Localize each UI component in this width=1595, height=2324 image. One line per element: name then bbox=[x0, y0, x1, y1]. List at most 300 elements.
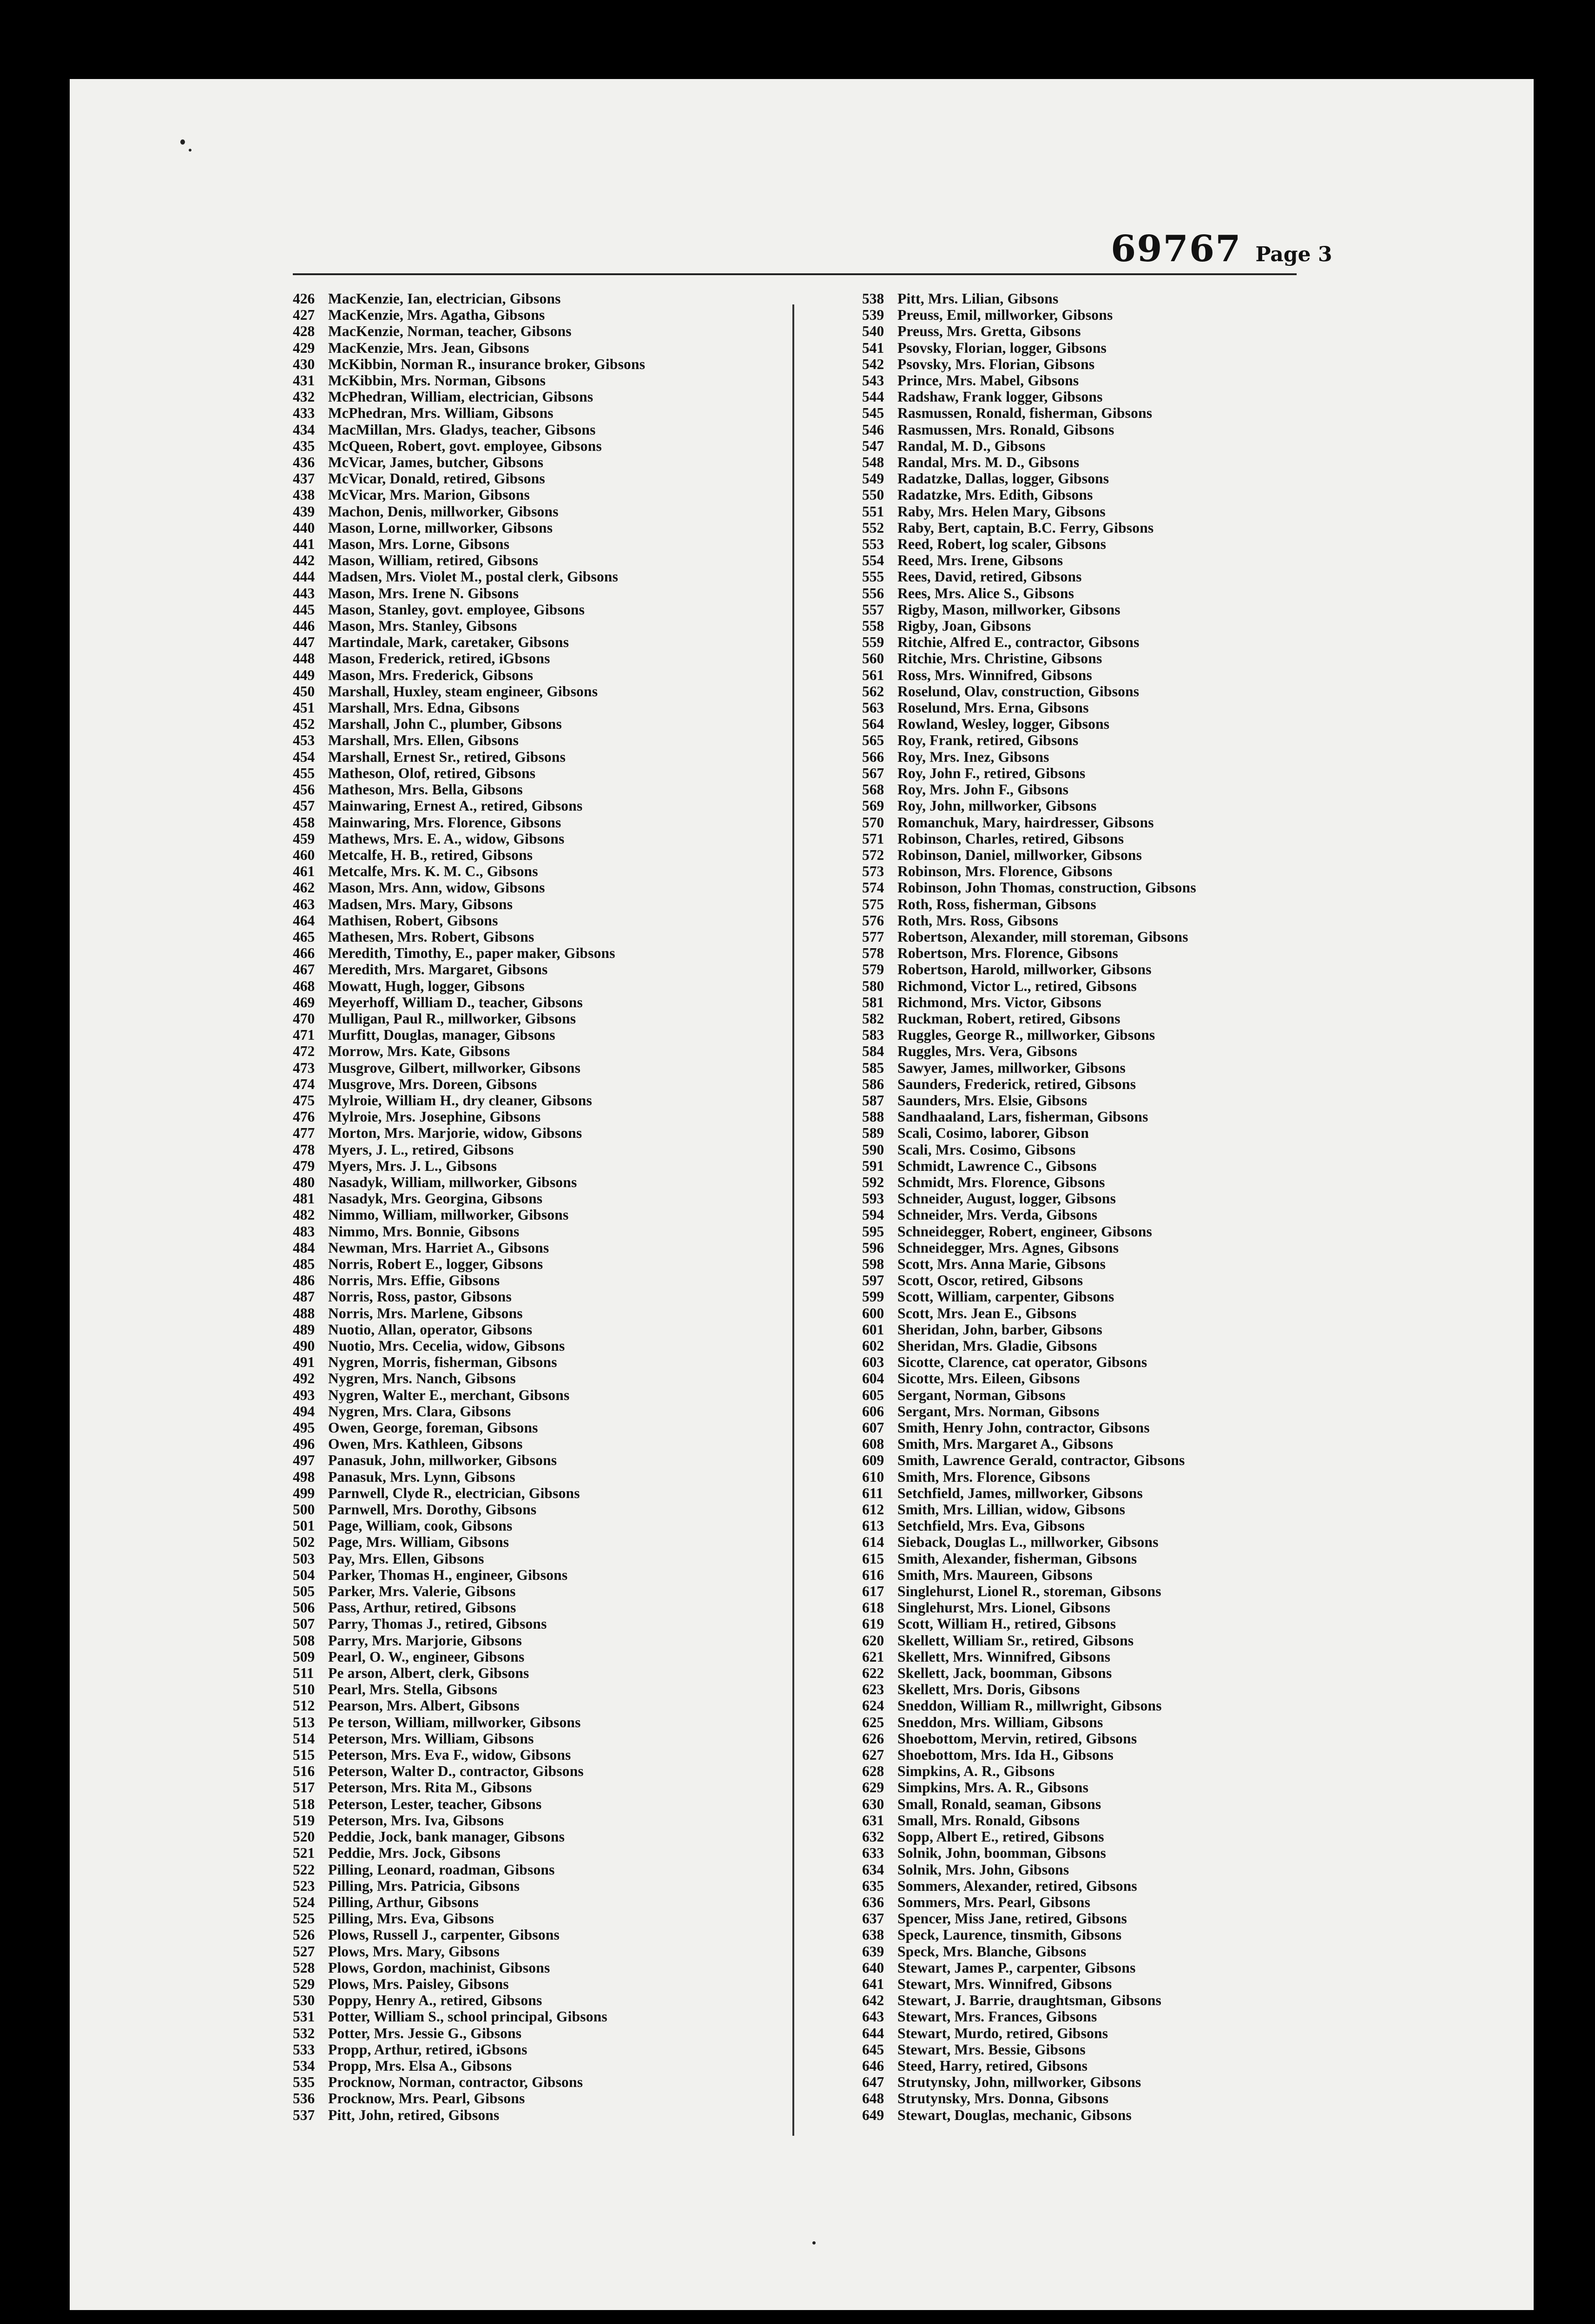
directory-entry bbox=[293, 1043, 645, 1059]
directory-entry bbox=[293, 1599, 645, 1616]
entry-text: Smith, Mrs. Margaret A., Gibsons bbox=[897, 1436, 1114, 1452]
directory-entry bbox=[862, 1551, 1196, 1567]
entry-number: 505 bbox=[293, 1583, 315, 1600]
entry-number: 592 bbox=[862, 1174, 884, 1190]
entry-number: 453 bbox=[293, 732, 315, 749]
directory-entry bbox=[293, 1321, 645, 1338]
entry-text: Scott, Oscor, retired, Gibsons bbox=[897, 1272, 1083, 1289]
directory-entry bbox=[293, 618, 645, 634]
directory-entry bbox=[862, 585, 1196, 601]
directory-entry bbox=[293, 1436, 645, 1452]
entry-number: 576 bbox=[862, 912, 884, 929]
entry-number: 572 bbox=[862, 846, 884, 863]
directory-entry bbox=[862, 1419, 1196, 1436]
directory-entry bbox=[293, 1681, 645, 1697]
directory-entry bbox=[293, 781, 645, 798]
entry-number: 607 bbox=[862, 1419, 884, 1436]
entry-number: 545 bbox=[862, 405, 884, 422]
directory-entry bbox=[862, 1272, 1196, 1288]
entry-text: Norris, Mrs. Marlene, Gibsons bbox=[328, 1305, 523, 1321]
entry-text: Mylroie, Mrs. Josephine, Gibsons bbox=[328, 1109, 541, 1125]
entry-number: 538 bbox=[862, 290, 884, 307]
directory-entry bbox=[293, 1862, 645, 1878]
entry-text: Singlehurst, Mrs. Lionel, Gibsons bbox=[897, 1599, 1111, 1616]
directory-entry bbox=[293, 863, 645, 879]
entry-number: 432 bbox=[293, 389, 315, 405]
entry-text: Psovsky, Florian, logger, Gibsons bbox=[897, 339, 1107, 356]
entry-text: Pitt, John, retired, Gibsons bbox=[328, 2106, 500, 2123]
directory-entry bbox=[293, 503, 645, 520]
entry-text: Newman, Mrs. Harriet A., Gibsons bbox=[328, 1239, 549, 1256]
entry-number: 513 bbox=[293, 1714, 315, 1730]
entry-text: Mathesen, Mrs. Robert, Gibsons bbox=[328, 928, 534, 945]
entry-text: Strutynsky, Mrs. Donna, Gibsons bbox=[897, 2090, 1109, 2107]
directory-entry bbox=[293, 1714, 645, 1730]
entry-number: 483 bbox=[293, 1223, 315, 1240]
directory-entry bbox=[862, 454, 1196, 470]
entry-text: MacKenzie, Norman, teacher, Gibsons bbox=[328, 323, 572, 340]
entry-text: Rigby, Mason, millworker, Gibsons bbox=[897, 601, 1120, 618]
directory-entry bbox=[862, 1599, 1196, 1616]
entry-text: Pilling, Leonard, roadman, Gibsons bbox=[328, 1861, 555, 1878]
directory-entry bbox=[293, 929, 645, 945]
entry-number: 562 bbox=[862, 683, 884, 700]
directory-entry bbox=[293, 438, 645, 454]
entry-text: Stewart, Mrs. Winnifred, Gibsons bbox=[897, 1975, 1112, 1992]
entry-text: Pass, Arthur, retired, Gibsons bbox=[328, 1599, 516, 1616]
directory-entry bbox=[293, 340, 645, 356]
directory-entry bbox=[862, 405, 1196, 421]
entry-text: Mylroie, William H., dry cleaner, Gibsons bbox=[328, 1092, 592, 1109]
entry-text: Mowatt, Hugh, logger, Gibsons bbox=[328, 977, 525, 994]
directory-entry bbox=[293, 1354, 645, 1370]
directory-entry bbox=[862, 1092, 1196, 1109]
entry-number: 501 bbox=[293, 1518, 315, 1534]
entry-number: 448 bbox=[293, 650, 315, 667]
entry-text: Ruggles, Mrs. Vera, Gibsons bbox=[897, 1043, 1077, 1060]
entry-number: 602 bbox=[862, 1338, 884, 1354]
entry-text: Machon, Denis, millworker, Gibsons bbox=[328, 503, 559, 520]
entry-text: Shoebottom, Mrs. Ida H., Gibsons bbox=[897, 1747, 1114, 1763]
entry-number: 495 bbox=[293, 1419, 315, 1436]
directory-entry bbox=[293, 847, 645, 863]
directory-entry bbox=[293, 2041, 645, 2058]
entry-text: Reed, Mrs. Irene, Gibsons bbox=[897, 552, 1063, 569]
directory-entry bbox=[293, 601, 645, 618]
directory-entry bbox=[862, 1910, 1196, 1927]
entry-number: 582 bbox=[862, 1010, 884, 1027]
entry-text: Plows, Gordon, machinist, Gibsons bbox=[328, 1959, 550, 1976]
entry-number: 600 bbox=[862, 1305, 884, 1321]
entry-number: 634 bbox=[862, 1861, 884, 1878]
entry-number: 632 bbox=[862, 1829, 884, 1845]
entry-number: 573 bbox=[862, 863, 884, 880]
entry-text: Richmond, Mrs. Victor, Gibsons bbox=[897, 994, 1101, 1010]
entry-text: Meyerhoff, William D., teacher, Gibsons bbox=[328, 994, 583, 1010]
entry-text: Peterson, Mrs. Eva F., widow, Gibsons bbox=[328, 1747, 571, 1763]
entry-number: 637 bbox=[862, 1910, 884, 1927]
entry-text: Matheson, Olof, retired, Gibsons bbox=[328, 765, 536, 781]
entry-text: Scali, Mrs. Cosimo, Gibsons bbox=[897, 1141, 1076, 1158]
entry-text: Parker, Mrs. Valerie, Gibsons bbox=[328, 1583, 516, 1600]
directory-entry bbox=[862, 1862, 1196, 1878]
entry-number: 481 bbox=[293, 1190, 315, 1207]
entry-text: Randal, M. D., Gibsons bbox=[897, 437, 1046, 454]
directory-entry bbox=[862, 1370, 1196, 1386]
entry-text: Norris, Ross, pastor, Gibsons bbox=[328, 1288, 512, 1305]
entry-text: Roth, Mrs. Ross, Gibsons bbox=[897, 912, 1059, 929]
entry-number: 502 bbox=[293, 1534, 315, 1551]
directory-entry bbox=[293, 1616, 645, 1632]
directory-entry bbox=[293, 650, 645, 667]
entry-text: Roy, John, millworker, Gibsons bbox=[897, 798, 1097, 814]
directory-entry bbox=[293, 1109, 645, 1125]
directory-entry bbox=[293, 1174, 645, 1190]
directory-entry bbox=[862, 1960, 1196, 1976]
entry-number: 467 bbox=[293, 961, 315, 978]
entry-text: MacKenzie, Ian, electrician, Gibsons bbox=[328, 290, 561, 307]
entry-text: Parry, Thomas J., retired, Gibsons bbox=[328, 1616, 547, 1632]
entry-number: 433 bbox=[293, 405, 315, 422]
entry-number: 459 bbox=[293, 830, 315, 847]
left-column bbox=[293, 290, 645, 2123]
entry-text: Mason, Frederick, retired, iGbsons bbox=[328, 650, 550, 667]
directory-entry bbox=[293, 1551, 645, 1567]
entry-number: 442 bbox=[293, 552, 315, 569]
directory-entry bbox=[862, 1649, 1196, 1665]
entry-number: 550 bbox=[862, 487, 884, 503]
directory-entry bbox=[862, 1878, 1196, 1894]
entry-text: Owen, George, foreman, Gibsons bbox=[328, 1419, 538, 1436]
scan-speck bbox=[812, 2241, 816, 2245]
directory-entry bbox=[293, 912, 645, 929]
entry-number: 633 bbox=[862, 1845, 884, 1862]
entry-number: 644 bbox=[862, 2025, 884, 2041]
entry-text: Rigby, Joan, Gibsons bbox=[897, 618, 1031, 634]
entry-number: 460 bbox=[293, 846, 315, 863]
directory-entry bbox=[862, 1616, 1196, 1632]
entry-number: 629 bbox=[862, 1779, 884, 1796]
directory-entry bbox=[862, 601, 1196, 618]
entry-text: Radshaw, Frank logger, Gibsons bbox=[897, 389, 1103, 405]
directory-entry bbox=[862, 568, 1196, 585]
entry-number: 539 bbox=[862, 307, 884, 324]
directory-entry bbox=[293, 2025, 645, 2041]
directory-entry bbox=[862, 700, 1196, 716]
entry-number: 551 bbox=[862, 503, 884, 520]
directory-entry bbox=[293, 814, 645, 831]
directory-entry bbox=[293, 389, 645, 405]
entry-text: Plows, Mrs. Mary, Gibsons bbox=[328, 1943, 500, 1960]
directory-entry bbox=[862, 1894, 1196, 1910]
entry-number: 535 bbox=[293, 2074, 315, 2091]
entry-text: Pearl, Mrs. Stella, Gibsons bbox=[328, 1681, 498, 1698]
entry-number: 585 bbox=[862, 1059, 884, 1076]
entry-text: Mason, Stanley, govt. employee, Gibsons bbox=[328, 601, 585, 618]
directory-entry bbox=[293, 1665, 645, 1681]
entry-number: 546 bbox=[862, 421, 884, 438]
entry-number: 449 bbox=[293, 667, 315, 683]
directory-entry bbox=[862, 1779, 1196, 1796]
entry-number: 611 bbox=[862, 1485, 883, 1501]
directory-entry bbox=[293, 568, 645, 585]
entry-text: Panasuk, John, millworker, Gibsons bbox=[328, 1452, 557, 1469]
entry-number: 647 bbox=[862, 2074, 884, 2091]
directory-entry bbox=[862, 1763, 1196, 1779]
entry-number: 556 bbox=[862, 585, 884, 601]
entry-number: 635 bbox=[862, 1877, 884, 1894]
entry-text: Sheridan, John, barber, Gibsons bbox=[897, 1321, 1102, 1338]
directory-entry bbox=[293, 487, 645, 503]
entry-text: Ruggles, George R., millworker, Gibsons bbox=[897, 1027, 1155, 1043]
entry-text: Propp, Mrs. Elsa A., Gibsons bbox=[328, 2057, 512, 2074]
entry-text: Sieback, Douglas L., millworker, Gibsons bbox=[897, 1534, 1159, 1551]
entry-number: 612 bbox=[862, 1501, 884, 1518]
document-page bbox=[70, 79, 1534, 2310]
directory-entry bbox=[862, 1043, 1196, 1059]
entry-text: Metcalfe, Mrs. K. M. C., Gibsons bbox=[328, 863, 538, 880]
entry-number: 485 bbox=[293, 1255, 315, 1272]
entry-text: Peterson, Mrs. Rita M., Gibsons bbox=[328, 1779, 532, 1796]
entry-text: Panasuk, Mrs. Lynn, Gibsons bbox=[328, 1468, 515, 1485]
entry-number: 525 bbox=[293, 1910, 315, 1927]
entry-text: Sawyer, James, millworker, Gibsons bbox=[897, 1059, 1126, 1076]
entry-number: 617 bbox=[862, 1583, 884, 1600]
directory-entry bbox=[293, 1878, 645, 1894]
directory-entry bbox=[293, 520, 645, 536]
entry-number: 440 bbox=[293, 519, 315, 536]
directory-entry bbox=[862, 716, 1196, 732]
entry-text: Sommers, Mrs. Pearl, Gibsons bbox=[897, 1894, 1091, 1910]
directory-entry bbox=[293, 1960, 645, 1976]
directory-entry bbox=[293, 290, 645, 307]
entry-text: Sicotte, Mrs. Eileen, Gibsons bbox=[897, 1370, 1080, 1387]
entry-number: 534 bbox=[293, 2057, 315, 2074]
entry-number: 491 bbox=[293, 1354, 315, 1371]
directory-entry bbox=[293, 1649, 645, 1665]
directory-entry bbox=[293, 1256, 645, 1272]
directory-entry bbox=[293, 961, 645, 977]
directory-entry bbox=[293, 994, 645, 1010]
entry-text: Scott, Mrs. Anna Marie, Gibsons bbox=[897, 1255, 1106, 1272]
entry-text: Madsen, Mrs. Violet M., postal clerk, Gibsons bbox=[328, 568, 619, 585]
directory-entry bbox=[862, 1976, 1196, 1992]
entry-text: Pe terson, William, millworker, Gibsons bbox=[328, 1714, 581, 1730]
directory-entry bbox=[293, 356, 645, 372]
directory-entry bbox=[293, 1779, 645, 1796]
entry-text: Simpkins, A. R., Gibsons bbox=[897, 1763, 1055, 1780]
directory-entry bbox=[862, 290, 1196, 307]
entry-text: Prince, Mrs. Mabel, Gibsons bbox=[897, 372, 1079, 389]
directory-entry bbox=[862, 438, 1196, 454]
directory-entry bbox=[862, 2008, 1196, 2025]
entry-number: 478 bbox=[293, 1141, 315, 1158]
directory-entry bbox=[862, 552, 1196, 568]
entry-text: Marshall, John C., plumber, Gibsons bbox=[328, 716, 562, 733]
entry-number: 560 bbox=[862, 650, 884, 667]
entry-number: 441 bbox=[293, 536, 315, 553]
entry-text: Metcalfe, H. B., retired, Gibsons bbox=[328, 846, 533, 863]
directory-entry bbox=[293, 1142, 645, 1158]
entry-number: 631 bbox=[862, 1812, 884, 1829]
entry-number: 587 bbox=[862, 1092, 884, 1109]
directory-entry bbox=[862, 1403, 1196, 1419]
entry-text: Mason, Mrs. Ann, widow, Gibsons bbox=[328, 879, 545, 896]
entry-text: Scott, William, carpenter, Gibsons bbox=[897, 1288, 1114, 1305]
directory-entry bbox=[862, 765, 1196, 781]
entry-text: Ritchie, Mrs. Christine, Gibsons bbox=[897, 650, 1102, 667]
entry-number: 621 bbox=[862, 1648, 884, 1665]
entry-text: Solnik, John, boomman, Gibsons bbox=[897, 1845, 1106, 1862]
directory-entry bbox=[862, 749, 1196, 765]
entry-text: MacKenzie, Mrs. Jean, Gibsons bbox=[328, 339, 529, 356]
entry-text: McVicar, Mrs. Marion, Gibsons bbox=[328, 487, 530, 503]
directory-entry bbox=[862, 536, 1196, 552]
entry-number: 555 bbox=[862, 568, 884, 585]
entry-number: 476 bbox=[293, 1109, 315, 1125]
entry-number: 571 bbox=[862, 830, 884, 847]
entry-number: 643 bbox=[862, 2008, 884, 2025]
entry-text: Matheson, Mrs. Bella, Gibsons bbox=[328, 781, 523, 798]
entry-number: 524 bbox=[293, 1894, 315, 1910]
entry-number: 549 bbox=[862, 470, 884, 487]
entry-number: 437 bbox=[293, 470, 315, 487]
entry-text: Skellett, Jack, boomman, Gibsons bbox=[897, 1665, 1112, 1682]
entry-number: 568 bbox=[862, 781, 884, 798]
entry-number: 610 bbox=[862, 1468, 884, 1485]
entry-number: 508 bbox=[293, 1632, 315, 1649]
entry-number: 649 bbox=[862, 2106, 884, 2123]
directory-entry bbox=[293, 1747, 645, 1763]
scan-speck bbox=[189, 149, 191, 152]
directory-entry bbox=[862, 978, 1196, 994]
entry-number: 574 bbox=[862, 879, 884, 896]
entry-text: Smith, Henry John, contractor, Gibsons bbox=[897, 1419, 1150, 1436]
entry-text: Preuss, Emil, millworker, Gibsons bbox=[897, 307, 1113, 324]
entry-number: 466 bbox=[293, 945, 315, 962]
entry-number: 598 bbox=[862, 1255, 884, 1272]
directory-entry bbox=[862, 1714, 1196, 1730]
entry-number: 511 bbox=[293, 1665, 314, 1682]
directory-entry bbox=[862, 634, 1196, 650]
entry-number: 499 bbox=[293, 1485, 315, 1501]
entry-text: Schneidegger, Mrs. Agnes, Gibsons bbox=[897, 1239, 1119, 1256]
entry-number: 468 bbox=[293, 977, 315, 994]
directory-entry bbox=[862, 356, 1196, 372]
entry-text: Marshall, Ernest Sr., retired, Gibsons bbox=[328, 748, 566, 765]
entry-text: Rowland, Wesley, logger, Gibsons bbox=[897, 716, 1110, 733]
entry-text: Plows, Mrs. Paisley, Gibsons bbox=[328, 1975, 509, 1992]
directory-entry bbox=[293, 978, 645, 994]
directory-entry bbox=[862, 961, 1196, 977]
entry-text: Speck, Laurence, tinsmith, Gibsons bbox=[897, 1927, 1122, 1943]
entry-text: Robinson, Mrs. Florence, Gibsons bbox=[897, 863, 1113, 880]
directory-entry bbox=[293, 1943, 645, 1960]
directory-entry bbox=[862, 1796, 1196, 1812]
directory-entry bbox=[293, 1534, 645, 1550]
entry-number: 628 bbox=[862, 1763, 884, 1780]
entry-text: Smith, Mrs. Lillian, widow, Gibsons bbox=[897, 1501, 1126, 1518]
directory-entry bbox=[862, 520, 1196, 536]
directory-entry bbox=[293, 2107, 645, 2123]
directory-entry bbox=[293, 1976, 645, 1992]
entry-text: Pay, Mrs. Ellen, Gibsons bbox=[328, 1550, 484, 1567]
entry-number: 528 bbox=[293, 1959, 315, 1976]
entry-text: Mainwaring, Mrs. Florence, Gibsons bbox=[328, 814, 561, 831]
entry-number: 583 bbox=[862, 1027, 884, 1043]
directory-entry bbox=[293, 323, 645, 339]
directory-entry bbox=[862, 831, 1196, 847]
entry-number: 609 bbox=[862, 1452, 884, 1469]
entry-text: Pearl, O. W., engineer, Gibsons bbox=[328, 1648, 525, 1665]
directory-entry bbox=[293, 1927, 645, 1943]
directory-entry bbox=[862, 372, 1196, 389]
entry-number: 543 bbox=[862, 372, 884, 389]
entry-text: Radatzke, Mrs. Edith, Gibsons bbox=[897, 487, 1093, 503]
directory-entry bbox=[293, 1207, 645, 1223]
entry-number: 522 bbox=[293, 1861, 315, 1878]
entry-text: Mason, Mrs. Stanley, Gibsons bbox=[328, 618, 517, 634]
entry-text: Meredith, Timothy, E., paper maker, Gibsons bbox=[328, 945, 615, 962]
entry-number: 482 bbox=[293, 1207, 315, 1223]
entry-number: 435 bbox=[293, 437, 315, 454]
entry-number: 554 bbox=[862, 552, 884, 569]
entry-text: Marshall, Huxley, steam engineer, Gibsons bbox=[328, 683, 598, 700]
directory-entry bbox=[293, 1567, 645, 1583]
entry-number: 575 bbox=[862, 896, 884, 912]
entry-number: 530 bbox=[293, 1992, 315, 2009]
entry-number: 544 bbox=[862, 389, 884, 405]
entry-text: Norris, Robert E., logger, Gibsons bbox=[328, 1255, 543, 1272]
directory-entry bbox=[293, 1076, 645, 1092]
directory-entry bbox=[293, 1092, 645, 1109]
entry-number: 625 bbox=[862, 1714, 884, 1730]
entry-number: 547 bbox=[862, 437, 884, 454]
directory-entry bbox=[293, 470, 645, 487]
entry-number: 439 bbox=[293, 503, 315, 520]
entry-number: 619 bbox=[862, 1616, 884, 1632]
entry-number: 462 bbox=[293, 879, 315, 896]
entry-text: Roy, Mrs. John F., Gibsons bbox=[897, 781, 1069, 798]
entry-text: Nygren, Mrs. Nanch, Gibsons bbox=[328, 1370, 516, 1387]
entry-number: 616 bbox=[862, 1566, 884, 1583]
directory-entry bbox=[862, 340, 1196, 356]
directory-entry bbox=[293, 667, 645, 683]
entry-number: 454 bbox=[293, 748, 315, 765]
entry-text: Rees, Mrs. Alice S., Gibsons bbox=[897, 585, 1074, 601]
directory-entry bbox=[293, 1452, 645, 1468]
entry-text: Pilling, Arthur, Gibsons bbox=[328, 1894, 479, 1910]
entry-text: McVicar, Donald, retired, Gibsons bbox=[328, 470, 545, 487]
entry-number: 461 bbox=[293, 863, 315, 880]
directory-entry bbox=[293, 1485, 645, 1501]
directory-entry bbox=[862, 1485, 1196, 1501]
page-header bbox=[1111, 228, 1332, 270]
entry-number: 618 bbox=[862, 1599, 884, 1616]
directory-entry bbox=[862, 1305, 1196, 1321]
entry-text: Sandhaaland, Lars, fisherman, Gibsons bbox=[897, 1109, 1148, 1125]
entry-text: Ross, Mrs. Winnifred, Gibsons bbox=[897, 667, 1092, 683]
entry-text: Nuotio, Allan, operator, Gibsons bbox=[328, 1321, 533, 1338]
entry-number: 596 bbox=[862, 1239, 884, 1256]
directory-entry bbox=[293, 454, 645, 470]
directory-entry bbox=[293, 372, 645, 389]
entry-text: Reed, Robert, log scaler, Gibsons bbox=[897, 536, 1107, 553]
entry-number: 552 bbox=[862, 519, 884, 536]
entry-text: Nygren, Morris, fisherman, Gibsons bbox=[328, 1354, 557, 1371]
directory-entry bbox=[293, 1370, 645, 1386]
entry-number: 490 bbox=[293, 1338, 315, 1354]
